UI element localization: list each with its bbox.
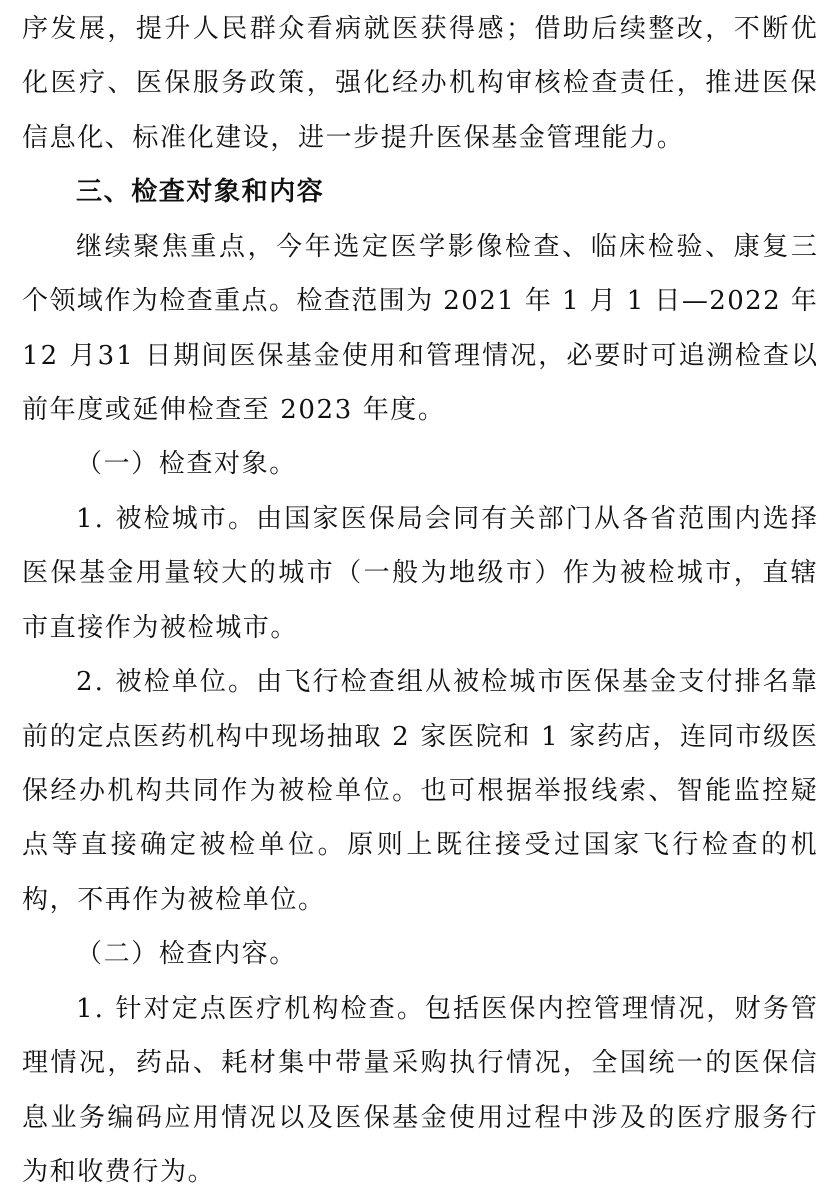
paragraph-line: 2 . 被 检 单 位 。 由 飞 行 检 查 组 从 被 检 城 市 医 保 基 金 支 付 排 名 靠	[76, 667, 817, 697]
subsection-heading: （二）检查内容。	[76, 939, 297, 969]
paragraph-line: 1 . 被 检 城 市 。 由 国 家 医 保 局 会 同 有 关 部 门 从 各 省 范 围 内 选 择	[76, 504, 817, 534]
paragraph-line: 序 发 展 ， 提 升 人 民 群 众 看 病 就 医 获 得 感 ； 借 助 后 续 整 改 ， 不 断 优	[22, 14, 817, 44]
subsection-heading: （一）检查对象。	[76, 449, 297, 479]
paragraph-line: 化 医 疗 、 医 保 服 务 政 策 ， 强 化 经 办 机 构 审 核 检 查 责 任 ， 推 进 医 保	[22, 68, 817, 98]
paragraph-line: 前年度或延伸检查至 2023 年度。	[22, 395, 446, 425]
paragraph-line: 息 业 务 编 码 应 用 情 况 以 及 医 保 基 金 使 用 过 程 中 涉 及 的 医 疗 服 务 行	[22, 1103, 817, 1133]
paragraph-line: 1 . 针 对 定 点 医 疗 机 构 检 查 。 包 括 医 保 内 控 管 理 情 况 ， 财 务 管	[76, 994, 817, 1024]
paragraph-line: 1 2 月 3 1 日 期 间 医 保 基 金 使 用 和 管 理 情 况 ， 必 要 时 可 追 溯 检 查 以	[22, 341, 817, 371]
paragraph-line: 理 情 况 ， 药 品 、 耗 材 集 中 带 量 采 购 执 行 情 况 ， 全 国 统 一 的 医 保 信	[22, 1048, 817, 1078]
paragraph-line: 保 经 办 机 构 共 同 作 为 被 检 单 位 。 也 可 根 据 举 报 线 索 、 智 能 监 控 疑	[22, 776, 817, 806]
paragraph-line: 市直接作为被检城市。	[22, 613, 299, 643]
paragraph-line: 医 保 基 金 用 量 较 大 的 城 市 （ 一 般 为 地 级 市 ） 作 为 被 检 城 市 ， 直 辖	[22, 558, 817, 588]
paragraph-line: 前 的 定 点 医 药 机 构 中 现 场 抽 取 2 家 医 院 和 1 家 药 店 ， 连 同 市 级 医	[22, 722, 817, 752]
section-heading: 三、检查对象和内容	[76, 177, 325, 207]
paragraph-line: 信息化、标准化建设，进一步提升医保基金管理能力。	[22, 123, 685, 153]
paragraph-line: 为和收费行为。	[22, 1157, 216, 1187]
paragraph-line: 继 续 聚 焦 重 点 ， 今 年 选 定 医 学 影 像 检 查 、 临 床 检 验 、 康 复 三	[76, 232, 817, 262]
paragraph-line: 构，不再作为被检单位。	[22, 885, 326, 915]
paragraph-line: 个 领 域 作 为 检 查 重 点 。 检 查 范 围 为 2 0 2 1 年 1 月 1 日 — 2 0 2 2 年	[22, 286, 817, 316]
paragraph-line: 点 等 直 接 确 定 被 检 单 位 。 原 则 上 既 往 接 受 过 国 家 飞 行 检 查 的 机	[22, 830, 817, 860]
